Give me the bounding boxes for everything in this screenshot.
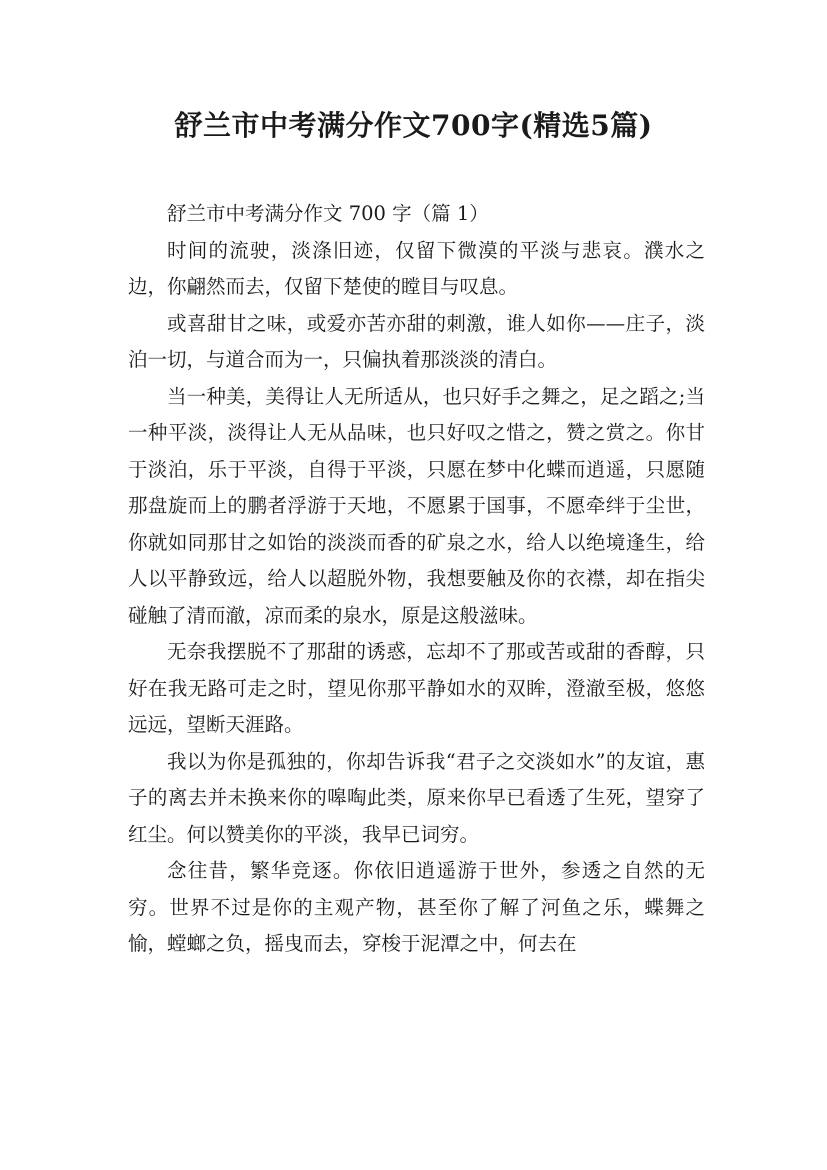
paragraph-5: 我以为你是孤独的，你却告诉我“君子之交淡如水”的友谊，惠子的离去并未换来你的嗥啕此类，原来你早已看透了生死，望穿了红尘。何以赞美你的平淡，我早已词穷。 (128, 749, 705, 846)
paragraph-3: 当一种美，美得让人无所适从，也只好手之舞之，足之蹈之;当一种平淡，淡得让人无从品味，也只好叹之惜之，赞之赏之。你甘于淡泊，乐于平淡，自得于平淡，只愿在梦中化蝶而逍遥，只愿随那盘旋而上的鹏者浮游于天地，不愿累于国事，不愿牵绊于尘世，你就如同那甘之如饴的淡淡而香的矿泉之水，给人以绝境逢生，给人以平静致远，给人以超脱外物，我想要触及你的衣襟，却在指尖碰触了清而澈，凉而柔的泉水，原是这般滋味。 (128, 384, 705, 627)
document-title: 舒兰市中考满分作文700字(精选5篇) (174, 109, 653, 142)
paragraph-4: 无奈我摆脱不了那甜的诱惑，忘却不了那或苦或甜的香醇，只好在我无路可走之时，望见你那平静如水的双眸，澄澈至极，悠悠远远，望断天涯路。 (128, 640, 705, 736)
paragraph-2: 或喜甜甘之味，或爱亦苦亦甜的刺激，谁人如你——庄子，淡泊一切，与道合而为一，只偏执着那淡淡的清白。 (128, 311, 705, 371)
paragraph-6: 念往昔，繁华竞逐。你依旧逍遥游于世外，参透之自然的无穷。世界不过是你的主观产物，甚至你了解了河鱼之乐，蝶舞之愉，螳螂之负，摇曳而去，穿梭于泥潭之中，何去在 (128, 859, 705, 955)
document-body (128, 196, 705, 963)
paragraph-1: 时间的流驶，淡涤旧迹，仅留下微漠的平淡与悲哀。濮水之边，你翩然而去，仅留下楚使的瞠目与叹息。 (128, 238, 705, 298)
section-heading: 舒兰市中考满分作文 700 字（篇 1） (167, 202, 489, 225)
